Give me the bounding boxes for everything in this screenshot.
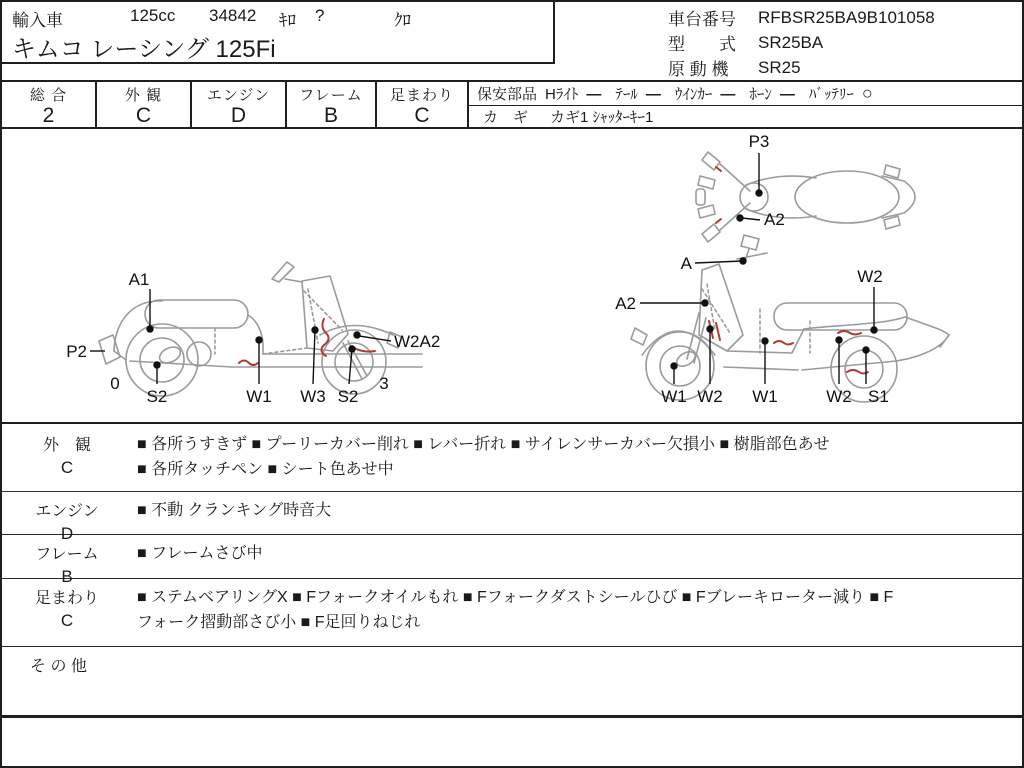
key-value: カギ1 ｼｬｯﾀｰｷｰ1 bbox=[550, 109, 654, 126]
rating-label: 総 合 bbox=[29, 87, 68, 104]
rating-exterior bbox=[97, 82, 192, 127]
mileage-flag: ? bbox=[315, 6, 325, 25]
scooter-right-side-view bbox=[631, 235, 949, 402]
comment-line: ■ ステムベアリングX ■ Fフォークオイルもれ ■ Fフォークダストシールひび ■ Fブレーキローター減り ■ F bbox=[137, 589, 894, 606]
damage-code-P2: P2 bbox=[66, 342, 87, 361]
rating-overall bbox=[2, 82, 97, 127]
safety-item-name: Hﾗｲﾄ bbox=[545, 86, 579, 103]
header-right-block bbox=[668, 5, 935, 80]
key-label: カ ギ bbox=[483, 109, 529, 126]
tread-depth-front: 3 bbox=[379, 374, 389, 393]
rating-grade: D bbox=[230, 104, 247, 127]
section-name: 足まわり bbox=[34, 590, 99, 607]
rating-grade: B bbox=[323, 104, 338, 127]
label-leaders bbox=[90, 153, 877, 384]
damage-code-A: A bbox=[680, 254, 692, 273]
vehicle-name: キムコ レーシング 125Fi bbox=[12, 36, 276, 63]
engine-row bbox=[668, 55, 935, 80]
section-grade: B bbox=[61, 567, 73, 586]
rating-label: エンジン bbox=[206, 87, 271, 104]
section-name: そ の 他 bbox=[30, 658, 87, 675]
section-grade: C bbox=[60, 458, 74, 477]
mileage-unit: ｷﾛ bbox=[279, 11, 296, 30]
comment-line: ■ 各所うすきず ■ プーリーカバー削れ ■ レバー折れ ■ サイレンサーカバー欠損小 ■ 樹脂部色あせ bbox=[137, 436, 830, 453]
damage-code-A2: A2 bbox=[615, 294, 636, 313]
safety-item-headlight bbox=[545, 83, 601, 104]
safety-item-value: — bbox=[720, 86, 736, 103]
body-color: ｸﾛ bbox=[394, 11, 411, 30]
comment-line: ■ フレームさび中 bbox=[137, 545, 263, 562]
damage-code-W2A2: W2A2 bbox=[394, 332, 441, 351]
key-row bbox=[469, 106, 1024, 127]
damage-code-W2: W2 bbox=[826, 387, 852, 406]
section-frame bbox=[2, 535, 1022, 586]
damage-marks bbox=[239, 167, 868, 374]
mileage: 34842 bbox=[209, 6, 257, 25]
safety-item-value: — bbox=[586, 86, 602, 103]
comment-line: ■ 各所タッチペン ■ シート色あせ中 bbox=[137, 461, 394, 478]
section-other bbox=[2, 647, 1022, 718]
safety-item-name: ｳｲﾝｶｰ bbox=[674, 86, 713, 103]
scooter-top-view bbox=[696, 152, 915, 242]
comment-line: フォーク摺動部さび小 ■ F足回りねじれ bbox=[137, 614, 421, 631]
section-name: 外 観 bbox=[42, 437, 91, 454]
damage-code-W1: W1 bbox=[752, 387, 778, 406]
section-name: エンジン bbox=[35, 503, 99, 520]
damage-code-W1: W1 bbox=[661, 387, 687, 406]
damage-code-P3: P3 bbox=[748, 132, 770, 151]
safety-parts-box bbox=[469, 82, 1024, 127]
safety-item-value: — bbox=[645, 86, 661, 103]
safety-item-tail bbox=[615, 83, 661, 104]
rating-grade: C bbox=[135, 104, 152, 127]
import-type: 輸入車 bbox=[12, 11, 63, 30]
damage-code-A2-top: A2 bbox=[764, 210, 785, 229]
section-undercarriage bbox=[2, 579, 1022, 647]
engine-code: SR25 bbox=[758, 57, 801, 77]
chassis-row bbox=[668, 5, 935, 30]
safety-item-value: — bbox=[779, 86, 795, 103]
rating-engine bbox=[192, 82, 287, 127]
damage-code-S2: S2 bbox=[146, 387, 168, 406]
safety-item-battery bbox=[809, 83, 873, 104]
section-label bbox=[2, 585, 132, 631]
damage-code-W2: W2 bbox=[697, 387, 723, 406]
safety-item-name: ﾃｰﾙ bbox=[615, 86, 638, 103]
model-code: SR25BA bbox=[758, 32, 824, 52]
rating-label: 外 観 bbox=[124, 87, 163, 104]
safety-parts-row bbox=[469, 82, 1024, 106]
rating-grade: 2 bbox=[42, 104, 55, 127]
section-exterior bbox=[2, 426, 1022, 492]
rating-grade: C bbox=[414, 104, 430, 127]
safety-parts-label: 保安部品 bbox=[477, 86, 538, 103]
model-row bbox=[668, 30, 935, 55]
safety-item-name: ﾎｰﾝ bbox=[749, 86, 772, 103]
comment-line: ■ 不動 クランキング時音大 bbox=[137, 502, 332, 519]
model-label: 型 式 bbox=[668, 35, 736, 54]
rating-undercarriage bbox=[377, 82, 469, 127]
damage-code-W1: W1 bbox=[246, 387, 272, 406]
safety-item-value: ○ bbox=[861, 83, 873, 103]
ratings-strip bbox=[2, 80, 1024, 129]
damage-code-W3: W3 bbox=[300, 387, 326, 406]
section-comments bbox=[137, 498, 1012, 523]
section-label bbox=[2, 653, 132, 676]
chassis-label: 車台番号 bbox=[668, 10, 736, 29]
header-left-box bbox=[2, 2, 555, 64]
section-engine bbox=[2, 492, 1022, 543]
damage-code-W2-top: W2 bbox=[857, 267, 883, 286]
section-label bbox=[2, 432, 132, 478]
rating-label: フレーム bbox=[299, 87, 363, 104]
displacement: 125cc bbox=[130, 6, 176, 25]
section-comments bbox=[137, 585, 1012, 635]
chassis-number: RFBSR25BA9B101058 bbox=[758, 7, 935, 27]
safety-item-name: ﾊﾞｯﾃﾘｰ bbox=[808, 86, 854, 103]
damage-code-S1: S1 bbox=[868, 387, 889, 406]
bottom-empty-strip bbox=[2, 718, 1022, 766]
section-comments bbox=[137, 541, 1012, 566]
safety-item-horn bbox=[749, 83, 795, 104]
damage-diagram-svg bbox=[2, 129, 1022, 424]
damage-code-S2-front: S2 bbox=[337, 387, 359, 406]
tread-depth-rear: 0 bbox=[110, 374, 120, 393]
section-name: フレーム bbox=[35, 546, 99, 563]
rating-frame bbox=[287, 82, 377, 127]
safety-item-winker bbox=[675, 83, 736, 104]
section-grade: D bbox=[60, 524, 74, 543]
damage-code-A1: A1 bbox=[128, 270, 150, 289]
section-grade: C bbox=[60, 611, 74, 630]
rating-label: 足まわり bbox=[389, 87, 454, 104]
section-comments bbox=[137, 432, 1012, 482]
damage-diagram bbox=[2, 129, 1022, 424]
engine-label: 原 動 機 bbox=[668, 60, 729, 79]
